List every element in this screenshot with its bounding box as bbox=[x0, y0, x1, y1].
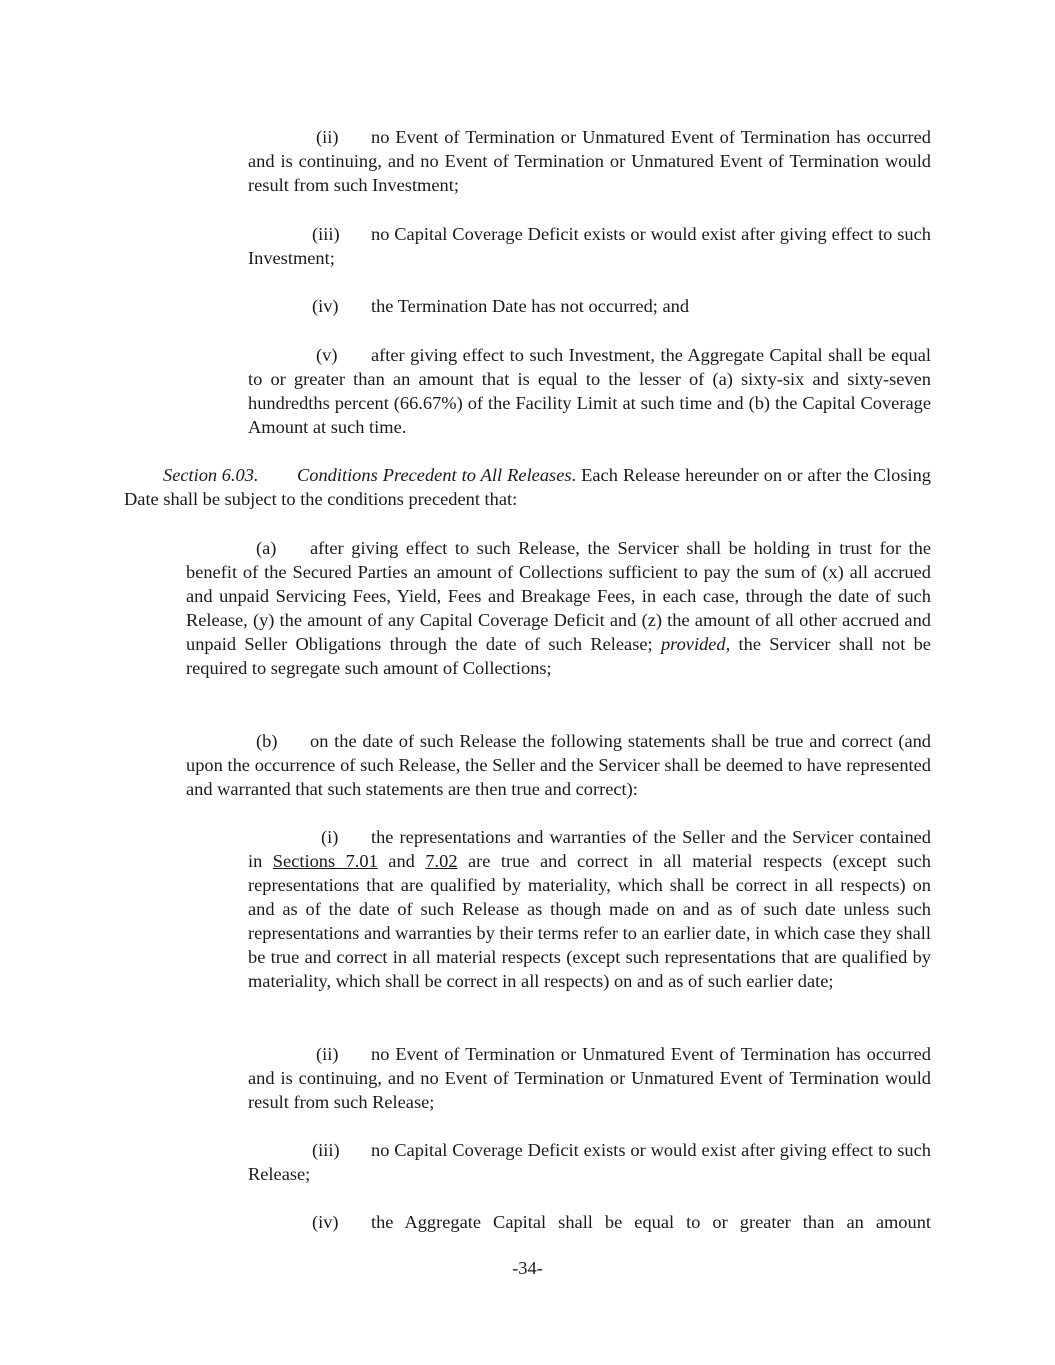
clause-iv-release bbox=[248, 1210, 931, 1234]
clause-text: the representations and warranties of the Seller and the Servicer contained in bbox=[248, 827, 931, 871]
section-number: Section 6.03. bbox=[163, 465, 259, 485]
clause-marker: (v) bbox=[316, 345, 338, 365]
clause-marker: (iii) bbox=[312, 1140, 340, 1160]
section-text: . Each Release hereunder on or after the Closing Date shall be subject to the conditions precedent that: bbox=[124, 465, 931, 509]
clause-text: no Event of Termination or Unmatured Event of Termination has occurred and is continuing, and no Event of Termination or Unmatured Event of Termination would result from such Investment; bbox=[248, 127, 931, 195]
clause-text: no Capital Coverage Deficit exists or would exist after giving effect to such Release; bbox=[248, 1140, 931, 1184]
clause-text-and: and bbox=[388, 851, 415, 871]
clause-text: the Aggregate Capital shall be equal to or greater than an amount bbox=[371, 1212, 931, 1232]
section-7-02-link[interactable]: 7.02 bbox=[425, 851, 458, 871]
clause-text-continued: the Servicer shall not be required to segregate such amount of Collections; bbox=[186, 634, 931, 678]
sections-7-01-link[interactable]: Sections 7.01 bbox=[272, 851, 378, 871]
clause-marker: (iii) bbox=[312, 224, 340, 244]
clause-marker: (ii) bbox=[316, 1044, 339, 1064]
proviso-term: provided, bbox=[660, 634, 731, 654]
page-number: -34- bbox=[512, 1258, 543, 1278]
clause-ii-investment bbox=[248, 125, 931, 197]
clause-i-release bbox=[248, 825, 931, 993]
clause-marker: (iv) bbox=[312, 296, 339, 316]
clause-text: no Event of Termination or Unmatured Event of Termination has occurred and is continuing, and no Event of Termination or Unmatured Event of Termination would result from such Release; bbox=[248, 1044, 931, 1112]
section-title: Conditions Precedent to All Releases bbox=[297, 465, 572, 485]
clause-marker: (b) bbox=[256, 731, 278, 751]
section-6-03-paragraph bbox=[124, 463, 931, 511]
clause-iii-release bbox=[248, 1138, 931, 1186]
clause-text: after giving effect to such Investment, the Aggregate Capital shall be equal to or greater than an amount that is equal to the lesser of (a) sixty-six and sixty-seven hundredths percent (66.67%) of the Facility Limit at such time and (b) the Capital Coverage Amount at such time. bbox=[248, 345, 931, 437]
clause-marker: (iv) bbox=[312, 1212, 339, 1232]
clause-marker: (ii) bbox=[316, 127, 339, 147]
clause-marker: (a) bbox=[256, 538, 277, 558]
clause-iv-investment bbox=[248, 294, 931, 318]
clause-text: after giving effect to such Release, the Servicer shall be holding in trust for the benefit of the Secured Parties an amount of Collections sufficient to pay the sum of (x) all accrued and unpaid Servicing Fees, Yield, Fees and Breakage Fees, in each case, through the date of such Release, (y) the amount of any Capital Coverage Deficit and (z) the amount of all other accrued and unpaid Seller Obligations through the date of such Release; bbox=[186, 538, 931, 654]
clause-iii-investment bbox=[248, 222, 931, 270]
clause-marker: (i) bbox=[321, 827, 339, 847]
clause-a-release bbox=[186, 536, 931, 680]
clause-text: the Termination Date has not occurred; and bbox=[371, 296, 690, 316]
clause-text-continued: are true and correct in all material respects (except such representations that are qualified by materiality, which shall be correct in all respects) on and as of the date of such Release as though made on and as of such date unless such representations and warranties by their terms refer to an earlier date, in which case they shall be true and correct in all material respects (except such representations that are qualified by materiality, which shall be correct in all respects) on and as of such earlier date; bbox=[248, 851, 931, 991]
clause-b-release bbox=[186, 729, 931, 801]
clause-ii-release bbox=[248, 1042, 931, 1114]
clause-v-investment bbox=[248, 343, 931, 439]
clause-text: on the date of such Release the following statements shall be true and correct (and upon the occurrence of such Release, the Seller and the Servicer shall be deemed to have represented and warranted that such statements are then true and correct): bbox=[186, 731, 931, 799]
clause-text: no Capital Coverage Deficit exists or would exist after giving effect to such Investment; bbox=[248, 224, 931, 268]
